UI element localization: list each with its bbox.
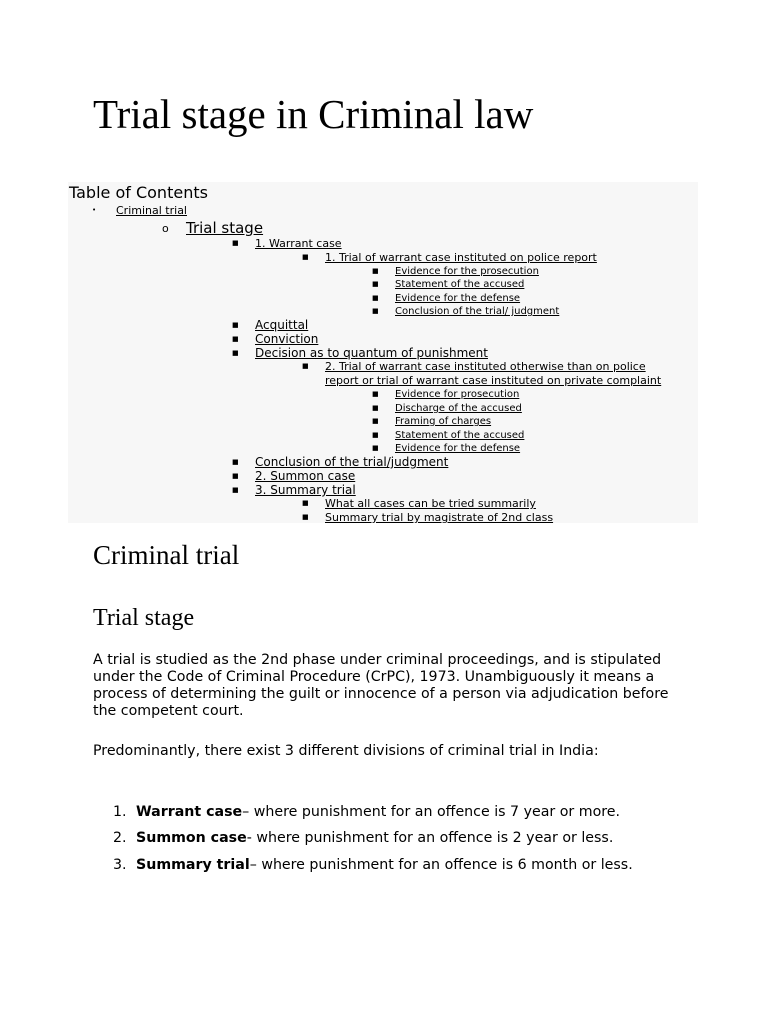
toc-link[interactable]: Criminal trial — [116, 204, 187, 217]
document-title: Trial stage in Criminal law — [93, 91, 534, 137]
toc-item-evidence-defense[interactable]: ■ Evidence for the defense — [372, 293, 521, 304]
toc-item-trial-stage[interactable]: o Trial stage — [162, 219, 264, 237]
description: – where punishment for an offence is 6 month or less. — [249, 857, 633, 873]
toc-item-quantum-punishment[interactable]: ■ Decision as to quantum of punishment — [232, 346, 488, 360]
term: Summary trial — [136, 857, 250, 873]
paragraph-trial-definition: A trial is studied as the 2nd phase under criminal proceedings, and is stipulated under the Code of Criminal Procedure (CrPC), 1973. Unambiguously it means a process of determining the guilt or innocence of a person via adjudication before the competent court. — [93, 652, 669, 719]
toc-item-framing-charges[interactable]: ■ Framing of charges — [372, 416, 492, 427]
toc-heading: Table of Contents — [69, 183, 208, 202]
paragraph-divisions-intro: Predominantly, there exist 3 different divisions of criminal trial in India: — [93, 743, 599, 759]
list-item-summon-case: 2. Summon case- where punishment for an offence is 2 year or less. — [113, 830, 614, 846]
toc-link[interactable]: 1. Warrant case — [255, 237, 342, 250]
description: - where punishment for an offence is 2 year or less. — [246, 830, 614, 846]
toc-link[interactable]: 2. Trial of warrant case instituted otherwise than on police — [325, 360, 646, 373]
toc-link[interactable]: Evidence for prosecution — [395, 389, 520, 400]
toc-item-discharge-accused[interactable]: ■ Discharge of the accused — [372, 403, 522, 414]
toc-link[interactable]: Discharge of the accused — [395, 403, 522, 414]
toc-link[interactable]: Statement of the accused — [395, 430, 525, 441]
toc-link[interactable]: Conclusion of the trial/judgment — [255, 455, 449, 469]
toc-link[interactable]: 2. Summon case — [255, 469, 356, 483]
toc-link[interactable]: Acquittal — [255, 318, 309, 332]
toc-link[interactable]: Statement of the accused — [395, 279, 525, 290]
term: Warrant case — [136, 804, 243, 820]
toc-item-magistrate-2nd-class[interactable]: ■ Summary trial by magistrate of 2nd class — [302, 511, 554, 524]
toc-item-conclusion-2[interactable]: ■ Conclusion of the trial/judgment — [232, 455, 449, 469]
toc-item-criminal-trial[interactable]: • Criminal trial — [92, 204, 187, 217]
toc-item-warrant-case[interactable]: ■ 1. Warrant case — [232, 237, 342, 250]
toc-item-statement-accused[interactable]: ■ Statement of the accused — [372, 279, 525, 290]
toc-item-evidence-prosecution[interactable]: ■ Evidence for the prosecution — [372, 266, 539, 277]
toc-item-acquittal[interactable]: ■ Acquittal — [232, 318, 309, 332]
toc-item-summary-trial[interactable]: ■ 3. Summary trial — [232, 483, 356, 497]
list-item-warrant-case: 1. Warrant case– where punishment for an offence is 7 year or more. — [113, 804, 621, 820]
toc-link[interactable]: Summary trial by magistrate of 2nd class — [325, 511, 554, 524]
description: – where punishment for an offence is 7 year or more. — [242, 804, 621, 820]
toc-item-evidence-defense-2[interactable]: ■ Evidence for the defense — [372, 443, 521, 454]
toc-item-private-complaint-trial-cont[interactable] — [302, 374, 661, 387]
toc-link[interactable]: Decision as to quantum of punishment — [255, 346, 488, 360]
toc-link[interactable]: Evidence for the prosecution — [395, 266, 539, 277]
toc-link[interactable]: 3. Summary trial — [255, 483, 356, 497]
toc-link[interactable]: Evidence for the defense — [395, 443, 521, 454]
toc-link[interactable]: Conclusion of the trial/ judgment — [395, 306, 560, 317]
list-item-summary-trial: 3. Summary trial– where punishment for an offence is 6 month or less. — [113, 857, 633, 873]
toc-link[interactable]: report or trial of warrant case instituted on private complaint — [325, 374, 662, 387]
toc-item-police-report-trial[interactable]: ■ 1. Trial of warrant case instituted on police report — [302, 251, 597, 264]
heading-trial-stage: Trial stage — [93, 605, 195, 631]
toc-item-tried-summarily[interactable]: ■ What all cases can be tried summarily — [302, 497, 536, 510]
toc-item-statement-accused-2[interactable]: ■ Statement of the accused — [372, 430, 525, 441]
toc-item-evidence-prosecution-2[interactable]: ■ Evidence for prosecution — [372, 389, 520, 400]
toc-link[interactable]: Evidence for the defense — [395, 293, 521, 304]
toc-item-conviction[interactable]: ■ Conviction — [232, 332, 319, 346]
toc-link[interactable]: 1. Trial of warrant case instituted on police report — [325, 251, 597, 264]
toc-link[interactable]: Trial stage — [186, 219, 264, 237]
toc-link[interactable]: Framing of charges — [395, 416, 492, 427]
toc-link[interactable]: Conviction — [255, 332, 319, 346]
toc-item-private-complaint-trial[interactable]: ■ 2. Trial of warrant case instituted otherwise than on police — [302, 360, 646, 373]
heading-criminal-trial: Criminal trial — [93, 540, 240, 570]
term: Summon case — [136, 830, 247, 846]
toc-item-conclusion[interactable]: ■ Conclusion of the trial/ judgment — [372, 306, 560, 317]
toc-item-summon-case[interactable]: ■ 2. Summon case — [232, 469, 356, 483]
toc-link[interactable]: What all cases can be tried summarily — [325, 497, 536, 510]
